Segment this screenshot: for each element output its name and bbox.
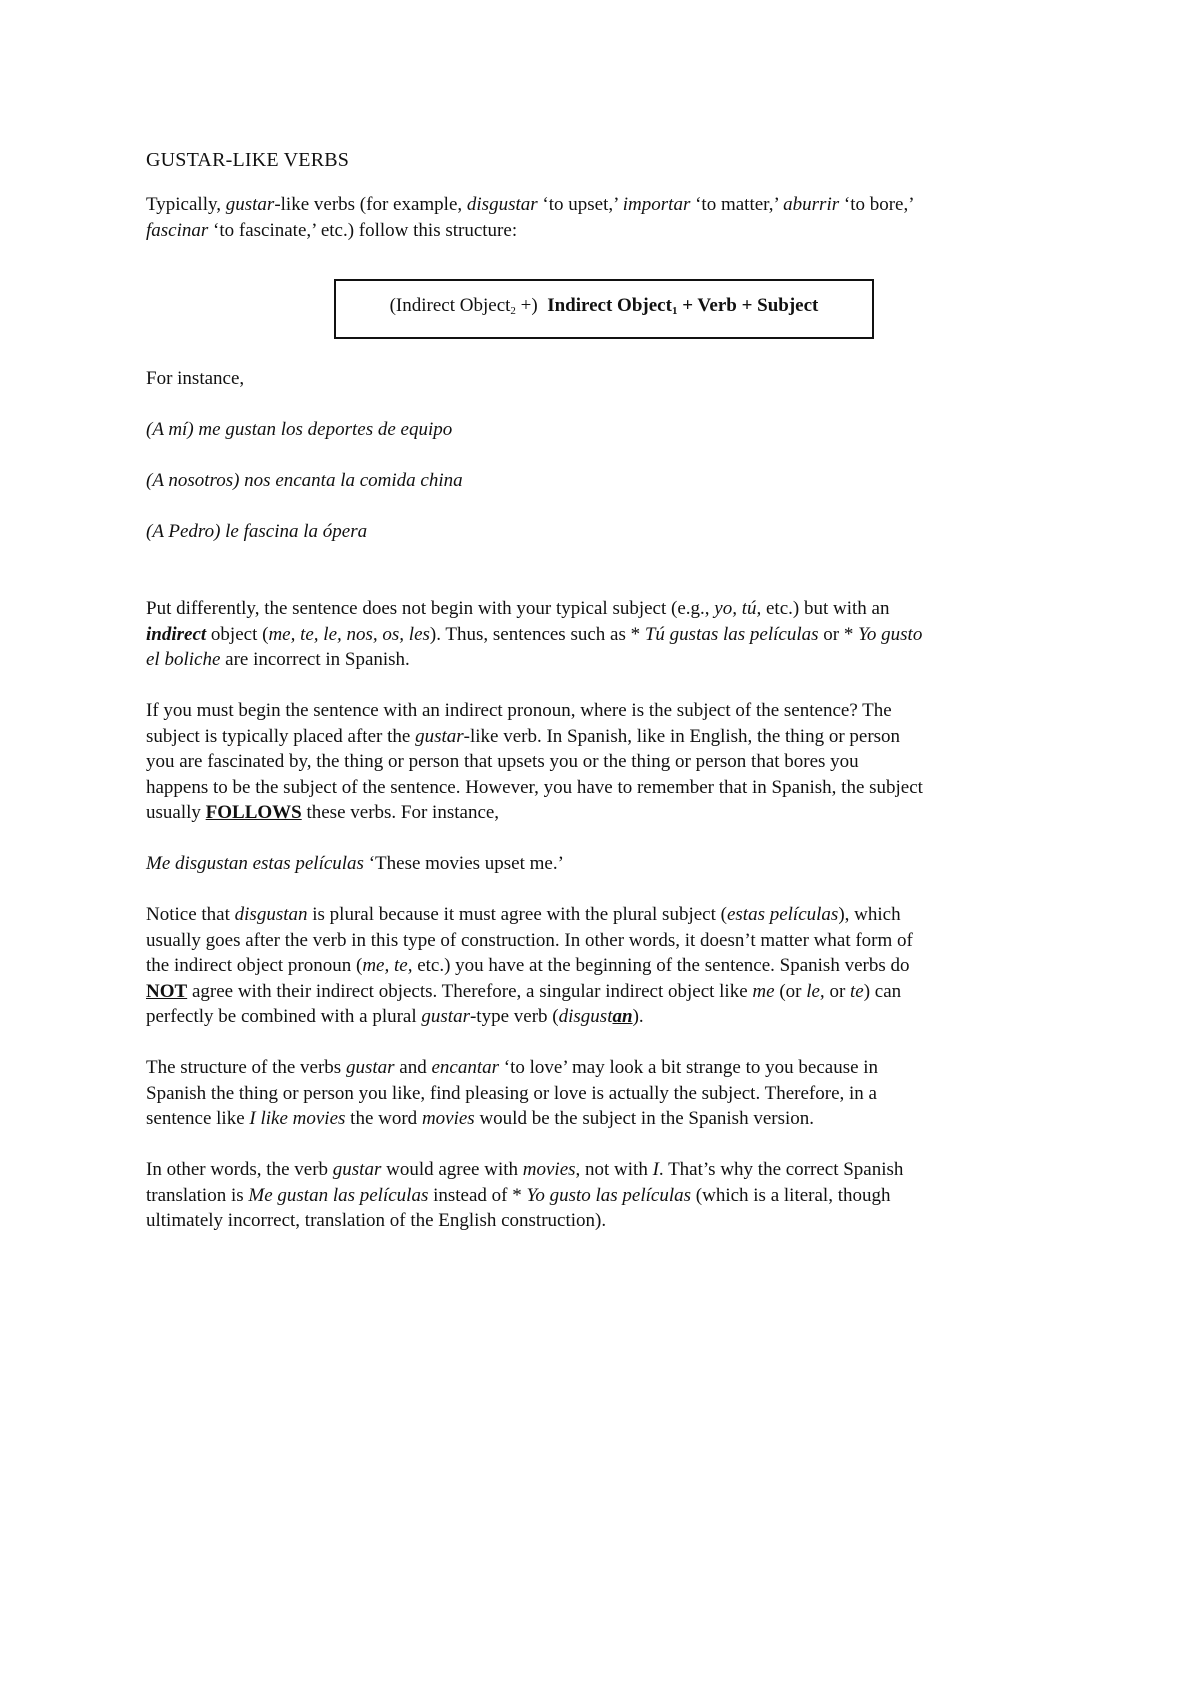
emphasis-follows: FOLLOWS [205,802,302,823]
intro-line-2: fascinar ‘to fascinate,’ etc.) follow this structure: [146,219,518,241]
intro-paragraph [146,192,1070,243]
example-sentence: (A mí) me gustan los deportes de equipo [146,419,453,440]
formula-optional-part: (Indirect Object$_2$ +) [389,295,548,318]
conclusion-paragraph: In other words, the verb gustar would agree with movies, not with I. That’s why the correct Spanish translation is Me gustan las películas instead of * Yo gusto las películas (which is a literal, though ultimately incorrect, translation of the English construction). [146,1159,904,1231]
subject-position-paragraph: If you must begin the sentence with an indirect pronoun, where is the subject of the sentence? The subject is typically placed after the gustar-like verb. In Spanish, like in English, the thing or person you are fascinated by, the thing or person that upsets you or the thing or person that bores you happens to be the subject of the sentence. However, you have to remember that in Spanish, the subject usually FOLLOWS these verbs. For instance, [146,700,923,823]
put-differently-paragraph: Put differently, the sentence does not begin with your typical subject (e.g., yo, tú, etc.) but with an indirect object (me, te, le, nos, os, les). Thus, sentences such as * Tú gustas las películas or * Yo gusto el boliche are incorrect in Spanish. [146,598,923,670]
structure-formula-box [334,279,874,339]
formula-main-part: Indirect Object$_1$ + Verb + Subject [547,295,819,318]
structure-explanation-paragraph: The structure of the verbs gustar and encantar ‘to love’ may look a bit strange to you because in Spanish the thing or person you like, find pleasing or love is actually the subject. Therefore, in a sentence like I like movies the word movies would be the subject in the Spanish version. [146,1057,879,1129]
emphasis-not: NOT [146,980,188,1002]
example-sentence: (A Pedro) le fascina la ópera [146,521,368,542]
emphasis-plural-ending: an [612,1006,633,1027]
document-heading: GUSTAR-LIKE VERBS [146,149,350,171]
example-sentence: (A nosotros) nos encanta la comida china [146,470,463,491]
example-movies-sentence: Me disgustan estas películas ‘These movies upset me.’ [146,853,564,874]
notice-paragraph: Notice that disgustan is plural because it must agree with the plural subject (estas películas), which usually goes after the verb in this type of construction. In other words, it doesn’t matter what form of the indirect object pronoun (me, te, etc.) you have at the beginning of the sentence. Spanish verbs do NOT agree with their indirect objects. Therefore, a singular indirect object like me (or le, or te) can perfectly be combined with a plural gustar-type verb (disgustan). [146,904,913,1027]
for-instance-text: For instance, [146,368,245,389]
intro-line-1: Typically, gustar-like verbs (for example, disgustar ‘to upset,’ importar ‘to matter,’ aburrir ‘to bore,’ [146,194,915,215]
